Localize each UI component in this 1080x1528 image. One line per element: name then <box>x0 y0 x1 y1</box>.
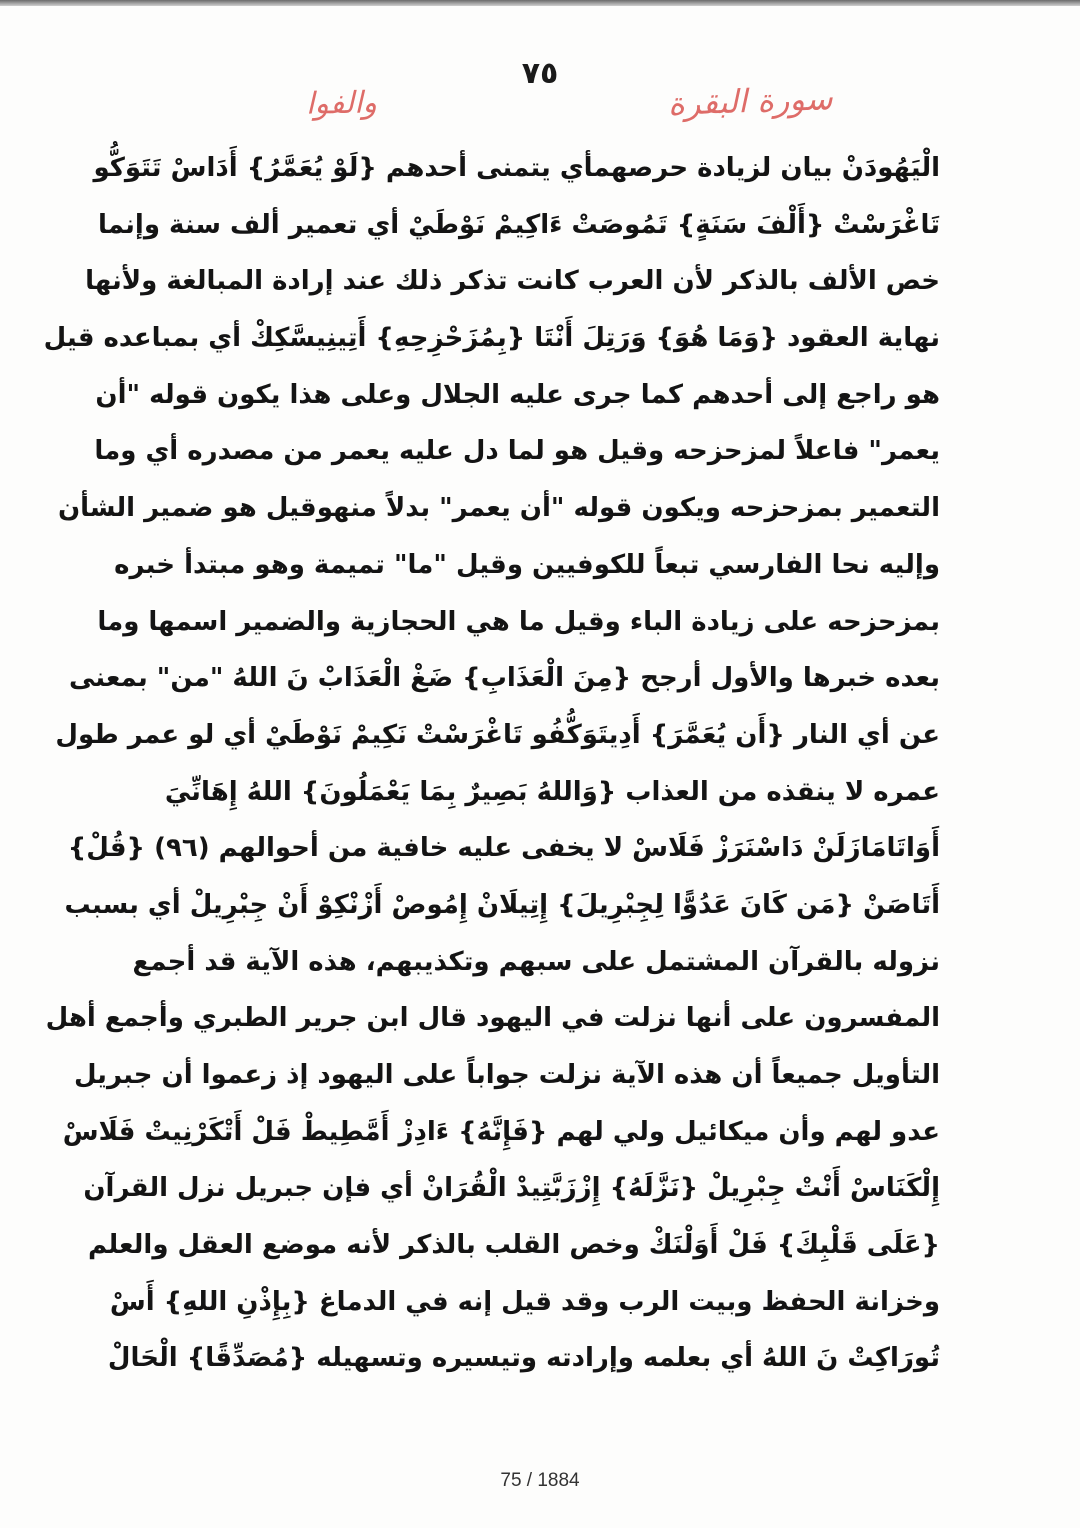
text-line-4: نهاية العقود {وَمَا هُوَ} وَرَتِلَ أَنْتَا {بِمُزَحْزِحِهِ} أَتِينِيسَّكِكْ أي بمباعده قيل <box>43 323 940 354</box>
text-line-19: إِلْكَنَاسْ أَنْتْ جِبْرِيلْ {نَزَّلَهُ} إِزْزَبَّتِيدْ الْقُرَانْ أي فإن جبريل نزل القرآن <box>83 1173 940 1204</box>
text-line-10: بعده خبرها والأول أرجح {مِنَ الْعَذَابِ} ضَغْ الْعَذَابْ نَ اللهُ "من" بمعنى <box>68 663 940 694</box>
text-line-18: عدو لهم وأن ميكائيل ولي لهم {فَإِنَّهُ} ءَادِزْ أَمَّطِيطْ فَلْ أَتْكَرْنِيتْ فَلَاسْ <box>62 1116 940 1147</box>
handwritten-word-note: والفوا <box>305 85 378 122</box>
text-line-12: عمره لا ينقذه من العذاب {وَاللهُ بَصِيرٌ بِمَا يَعْمَلُونَ} اللهُ إِهَانِّيَ <box>164 776 940 807</box>
text-line-3: خص الألف بالذكر لأن العرب كانت تذكر ذلك عند إرادة المبالغة ولأنها <box>85 266 940 297</box>
handwritten-surah-note: سورة البقرة <box>667 79 834 123</box>
text-line-7: التعمير بمزحزحه ويكون قوله "أن يعمر" بدلاً منهوقيل هو ضمير الشأن <box>57 493 940 524</box>
text-line-14: أَتَاصَنْ {مَن كَانَ عَدُوًّا لِجِبْرِيلَ} إِتِيلَانْ إِمُوصْ أَزْنْكِوْ أَنْ جِبْرِيلْ أي بسبب <box>64 889 940 920</box>
page-counter: 75 / 1884 <box>500 1470 580 1491</box>
text-line-5: هو راجع إلى أحدهم كما جرى عليه الجلال وعلى هذا يكون قوله "أن <box>95 379 940 410</box>
text-line-16: المفسرون على أنها نزلت في اليهود قال ابن جرير الطبري وأجمع أهل <box>45 1003 940 1034</box>
text-line-6: يعمر" فاعلاً لمزحزحه وقيل هو لما دل عليه يعمر من مصدره أي وما <box>94 436 940 467</box>
text-line-22: تُورَاكِتْ نَ اللهُ أي بعلمه وإرادته وتيسيره وتسهيله {مُصَدِّقًا} الْحَالْ <box>107 1343 940 1374</box>
scan-top-edge <box>0 0 1080 6</box>
body-text <box>43 140 940 1387</box>
text-line-13: أَوَاتَامَازَلَنْ دَاسْنَرَزْ فَلَاسْ لا يخفى عليه خافية من أحوالهم (٩٦) {قُلْ} <box>67 833 940 864</box>
text-line-21: وخزانة الحفظ وبيت الرب وقد قيل إنه في الدماغ {بِإِذْنِ اللهِ} أَسْ <box>109 1286 940 1317</box>
page-number: ٧٥ <box>521 56 559 91</box>
text-line-20: {عَلَى قَلْبِكَ} فَلْ أَوَلْنَكْ وخص القلب بالذكر لأنه موضع العقل والعلم <box>87 1230 940 1261</box>
text-line-1: الْيَهُودَنْ بيان لزيادة حرصهمأي يتمنى أحدهم {لَوْ يُعَمَّرُ} أَدَاسْ تَتَوَكُّو <box>93 153 940 183</box>
text-line-11: عن أي النار {أَن يُعَمَّرَ} أَدِيتَوَكُّفُو تَاغْرَسْتْ نَكِيمْ نَوْطَيْ أي لو عمر طول <box>55 719 940 750</box>
text-line-9: بمزحزحه على زيادة الباء وقيل ما هي الحجازية والضمير اسمها وما <box>97 606 940 637</box>
text-line-8: وإليه نحا الفارسي تبعاً للكوفيين وقيل "ما" تميمة وهو مبتدأ خبره <box>114 549 940 580</box>
text-line-17: التأويل جميعاً أن هذه الآية نزلت جواباً على اليهود إذ زعموا أن جبريل <box>73 1060 940 1090</box>
text-line-2: تَاغْرَسْتْ {أَلْفَ سَنَةٍ} تَمُوصَتْ ءَاكِيمْ نَوْطَيْ أي تعمير ألف سنة وإنما <box>97 209 940 240</box>
text-line-15: نزوله بالقرآن المشتمل على سبهم وتكذيبهم، هذه الآية قد أجمع <box>132 946 940 977</box>
